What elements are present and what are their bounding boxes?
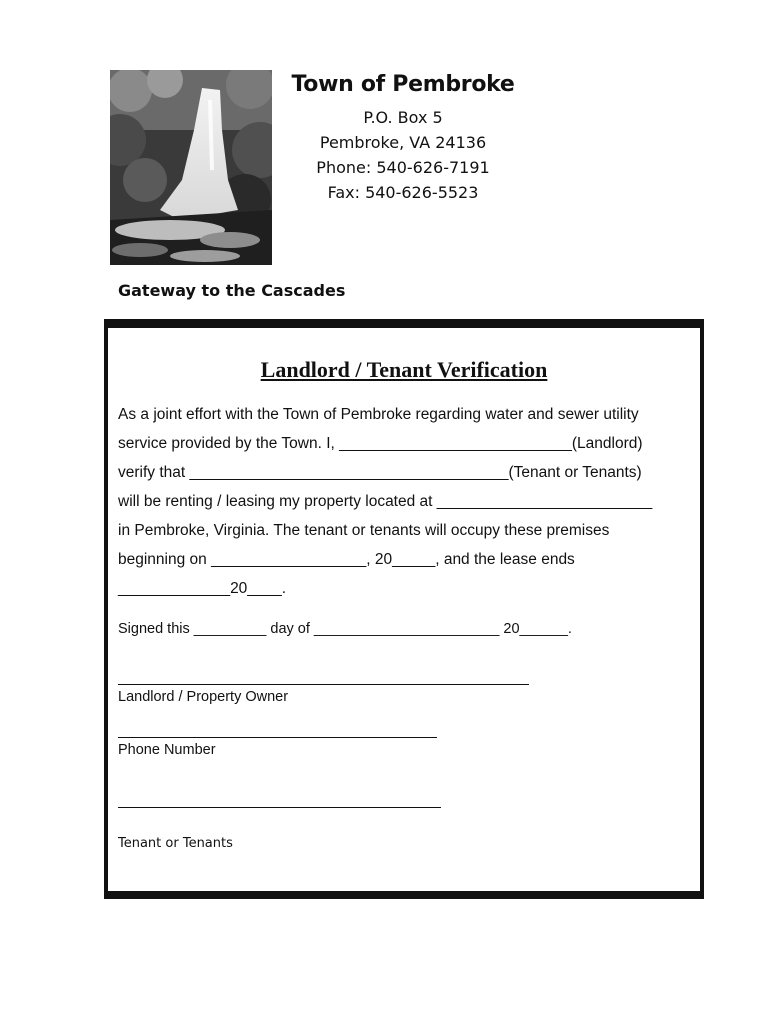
signed-line: Signed this _________ day of _______________________ 20______. bbox=[118, 621, 572, 637]
form-line-6: beginning on __________________, 20_____, and the lease ends bbox=[118, 551, 575, 568]
form-body bbox=[118, 400, 693, 603]
waterfall-photo bbox=[110, 70, 272, 265]
form-title: Landlord / Tenant Verification bbox=[260, 357, 548, 382]
fax-number: Fax: 540-626-5523 bbox=[327, 183, 479, 202]
tenant-signature-line bbox=[118, 807, 441, 808]
city-state-zip: Pembroke, VA 24136 bbox=[319, 133, 487, 152]
town-header bbox=[285, 70, 521, 205]
tenant-label: Tenant or Tenants bbox=[118, 836, 233, 851]
form-line-2: service provided by the Town. I, ___________________________(Landlord) bbox=[118, 435, 643, 452]
landlord-label: Landlord / Property Owner bbox=[118, 689, 289, 705]
po-box: P.O. Box 5 bbox=[363, 108, 443, 127]
form-line-4: will be renting / leasing my property located at _________________________ bbox=[118, 493, 653, 510]
phone-label: Phone Number bbox=[118, 742, 216, 758]
form-line-3: verify that _____________________________________(Tenant or Tenants) bbox=[118, 464, 642, 481]
landlord-signature-line bbox=[118, 684, 529, 685]
verification-form bbox=[104, 319, 704, 899]
phone-signature-line bbox=[118, 737, 437, 738]
town-motto: Gateway to the Cascades bbox=[118, 281, 346, 300]
form-line-5: in Pembroke, Virginia. The tenant or tenants will occupy these premises bbox=[118, 522, 610, 539]
phone-number: Phone: 540-626-7191 bbox=[316, 158, 490, 177]
waterfall-image bbox=[110, 70, 272, 265]
form-line-1: As a joint effort with the Town of Pembroke regarding water and sewer utility bbox=[118, 406, 639, 423]
town-name: Town of Pembroke bbox=[291, 72, 515, 97]
form-line-7: _____________20____. bbox=[118, 580, 287, 597]
